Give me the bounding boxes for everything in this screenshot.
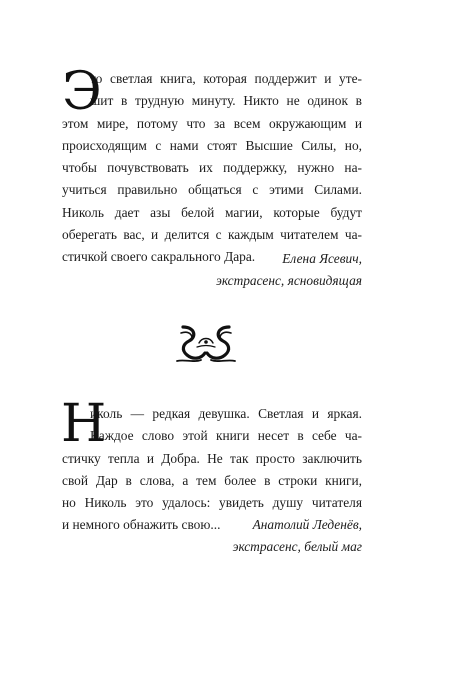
review-2-line: Каждое слово этой книги несет в себе ча- (90, 428, 362, 444)
dropcap-1: Э (62, 62, 102, 122)
dropcap-2: Н (61, 394, 107, 454)
review-1-line: происходящим с нами стоят Высшие Силы, но, (62, 137, 362, 153)
review-1-line: стичкой своего сакрального Дара. (62, 249, 256, 265)
review-1-line: учиться правильно общаться с этими Силами. (62, 182, 362, 198)
review-1-line: оберегать вас, и делится с каждым читателем ча- (62, 227, 362, 243)
review-2-line: и немного обнажить свою... (62, 517, 221, 533)
review-1-line: этом мире, потому что за всем окружающим и (62, 115, 362, 131)
review-1-line: Николь дает азы белой магии, которые будут (62, 204, 362, 220)
review-1-author: Елена Ясевич, (282, 251, 362, 266)
review-2-line: иколь — редкая девушка. Светлая и яркая. (90, 406, 362, 421)
review-1 (62, 62, 362, 269)
review-1-line: чтобы почувствовать их поддержку, нужно на- (62, 160, 362, 176)
review-2-line: но Николь это удалось: увидеть душу читателя (62, 495, 362, 511)
review-1-line: шит в трудную минуту. Никто не одинок в (90, 93, 362, 109)
review-2-author: Анатолий Леденёв, (252, 517, 362, 532)
review-1-line: то светлая книга, которая поддержит и уте- (90, 71, 362, 86)
review-2-signature (233, 514, 362, 559)
review-1-role: экстрасенс, ясновидящая (215, 273, 362, 289)
review-2-line: стичку тепла и Добра. Не так просто заключить (62, 450, 362, 466)
review-2-role: экстрасенс, белый маг (232, 539, 362, 555)
review-2-line: свой Дар в слова, а тем более в строки книги, (62, 472, 362, 488)
review-1-signature (216, 248, 362, 293)
ornamental-monogram-icon (175, 323, 237, 365)
